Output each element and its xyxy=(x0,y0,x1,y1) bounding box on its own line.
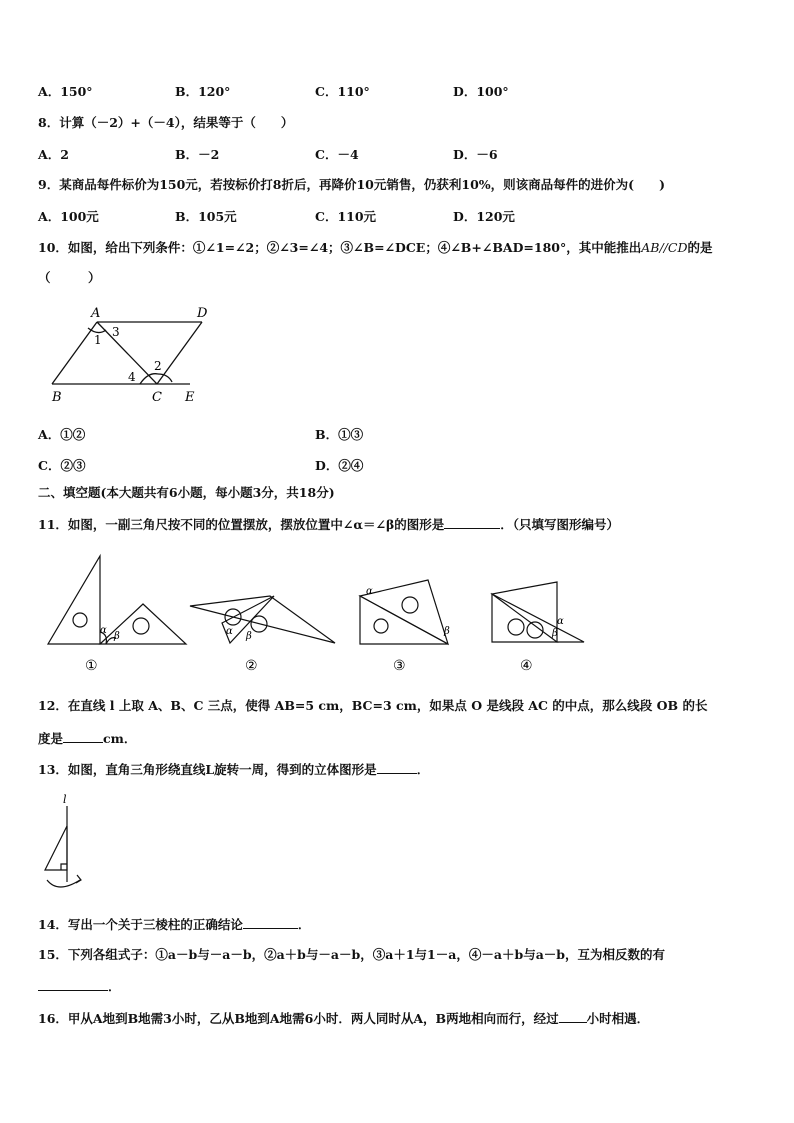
q11-figure-4 xyxy=(492,582,584,642)
q11-figure-3 xyxy=(360,580,448,644)
q9-option-b: B．105元 xyxy=(175,209,237,224)
q10-label-a: A xyxy=(91,306,101,321)
q11-figures xyxy=(40,548,600,676)
q11-fig-label-2: ② xyxy=(245,658,258,674)
q8-option-d: D．－6 xyxy=(453,147,498,162)
q13-axis-label: l xyxy=(63,793,67,806)
q7-option-d: D．100° xyxy=(453,84,509,99)
q8-option-c: C．－4 xyxy=(315,147,359,162)
q15-line2-end: ． xyxy=(108,979,121,994)
q10-figure xyxy=(40,300,210,410)
q10-stem-end: 的是 xyxy=(687,240,713,255)
q8-option-a: A．2 xyxy=(38,147,69,162)
q10-option-a: A．①② xyxy=(38,427,86,442)
q13-stem-end: ． xyxy=(416,762,430,777)
q13-stem xyxy=(38,761,429,778)
q11-beta-1: β xyxy=(114,631,120,642)
q11-alpha-4: α xyxy=(557,616,564,627)
q16-answer-blank[interactable] xyxy=(559,1010,587,1023)
q14-stem xyxy=(38,916,310,933)
q10-label-b: B xyxy=(52,390,62,405)
q10-stem xyxy=(38,240,713,256)
q10-stem-text: 10．如图，给出下列条件：①∠1=∠2；②∠3=∠4；③∠B=∠DCE；④∠B+∠BAD=180°，其中能推出 xyxy=(38,240,642,255)
q11-stem-end: ．（只填写图形编号） xyxy=(500,517,620,532)
q7-option-b: B．120° xyxy=(175,84,231,99)
q8-option-b: B．－2 xyxy=(175,147,220,162)
q10-label-2: 2 xyxy=(154,359,162,373)
q10-paren: （ ） xyxy=(38,270,101,285)
q14-stem-text: 14．写出一个关于三棱柱的正确结论 xyxy=(38,917,243,932)
q16-stem xyxy=(38,1010,649,1027)
q16-stem-end: 小时相遇． xyxy=(586,1011,650,1026)
q9-option-a: A．100元 xyxy=(38,209,99,224)
q10-math: AB//CD xyxy=(641,240,688,255)
q10-label-3: 3 xyxy=(112,325,120,339)
q12-answer-blank[interactable] xyxy=(63,730,103,743)
q7-option-c: C．110° xyxy=(315,84,370,99)
q11-stem xyxy=(38,516,619,533)
q15-answer-blank[interactable] xyxy=(38,978,108,991)
q11-stem-text: 11．如图，一副三角尺按不同的位置摆放，摆放位置中∠α＝∠β的图形是 xyxy=(38,517,445,532)
q13-stem-text: 13．如图，直角三角形绕直线L旋转一周，得到的立体图形是 xyxy=(38,762,377,777)
q13-figure xyxy=(36,790,96,898)
q7-option-a: A．150° xyxy=(38,84,93,99)
q10-label-d: D xyxy=(197,306,208,321)
q10-label-e: E xyxy=(185,390,195,405)
q12-line2-end: cm． xyxy=(103,731,137,746)
q12-line2-start: 度是 xyxy=(38,731,64,746)
q14-stem-end: ． xyxy=(297,917,311,932)
q14-answer-blank[interactable] xyxy=(243,916,298,929)
q10-option-c: C．②③ xyxy=(38,458,86,473)
q10-option-d: D．②④ xyxy=(315,458,364,473)
q11-alpha-3: α xyxy=(366,586,373,597)
q11-alpha-2: α xyxy=(226,626,233,637)
q15-line1: 15．下列各组式子：①a－b与－a－b，②a＋b与－a－b，③a＋1与1－a，④－a＋b与a－b，互为相反数的有 xyxy=(38,947,666,962)
q11-alpha-1: α xyxy=(100,625,107,636)
q10-label-4: 4 xyxy=(128,370,136,384)
section-title: 二、填空题(本大题共有6小题，每小题3分，共18分) xyxy=(38,485,335,500)
q8-stem: 8．计算（－2）+（－4），结果等于（ ） xyxy=(38,115,294,130)
q11-fig-label-1: ① xyxy=(85,658,98,674)
q12-line1: 12．在直线 l 上取 A、B、C 三点，使得 AB=5 cm，BC=3 cm，如果点 O 是线段 AC 的中点，那么线段 OB 的长 xyxy=(38,698,708,713)
q11-figure-2 xyxy=(190,596,335,643)
q11-beta-2: β xyxy=(246,631,252,642)
q11-beta-4: β xyxy=(552,628,558,639)
q10-label-1: 1 xyxy=(94,333,102,347)
q12-line2 xyxy=(38,730,136,747)
q10-label-c: C xyxy=(152,390,162,405)
q9-option-c: C．110元 xyxy=(315,209,377,224)
q11-beta-3: β xyxy=(444,626,450,637)
q11-fig-label-3: ③ xyxy=(393,658,406,674)
q9-stem: 9．某商品每件标价为150元，若按标价打8折后，再降价10元销售，仍获利10%，则该商品每件的进价为( ) xyxy=(38,177,665,192)
q11-fig-label-4: ④ xyxy=(520,658,533,674)
q15-line2 xyxy=(38,978,121,995)
q11-answer-blank[interactable] xyxy=(444,516,500,529)
q13-answer-blank[interactable] xyxy=(377,761,417,774)
q16-stem-text: 16．甲从A地到B地需3小时，乙从B地到A地需6小时．两人同时从A，B两地相向而行，经过 xyxy=(38,1011,559,1026)
q10-option-b: B．①③ xyxy=(315,427,364,442)
q9-option-d: D．120元 xyxy=(453,209,515,224)
